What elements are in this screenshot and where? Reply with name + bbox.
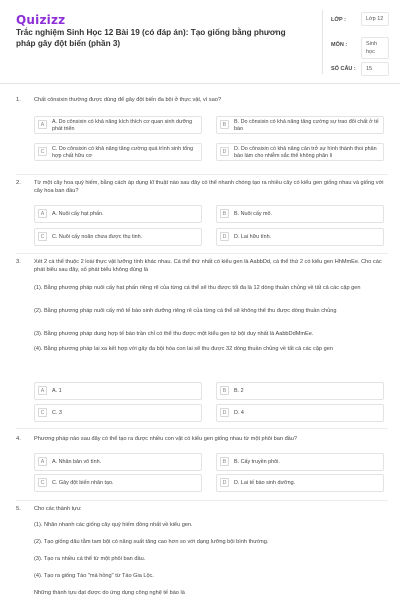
subject-label: MÔN :	[331, 42, 348, 48]
option-b[interactable]	[216, 116, 384, 134]
question-divider	[16, 428, 388, 429]
statement: (4). Bằng phương pháp lai xa kết hợp với gây đa bội hóa con lai sẽ thu được 32 dòng thuần chủng về tất cả các cặp gen	[34, 346, 333, 352]
option-a[interactable]	[34, 382, 202, 400]
question-number: 3.	[16, 259, 21, 265]
question-number: 5.	[16, 506, 21, 512]
option-text: C. Nuôi cấy noãn chưa được thụ tinh.	[52, 234, 143, 240]
statement: (2). Bằng phương pháp nuôi cấy mô tế bào sinh dưỡng riêng rẽ của từng cá thể sẽ không thể thu được dòng thuần chủng	[34, 308, 337, 314]
statement: (1). Nhân nhanh các giống cây quý hiếm đồng nhất về kiểu gen.	[34, 522, 193, 528]
option-text: D. Do cônsixin có khả năng cản trở sự hình thành thoi phân bào làm cho nhiễm sắc thể không phân li	[234, 146, 377, 159]
question-number: 4.	[16, 436, 21, 442]
option-letter: C	[38, 147, 47, 156]
option-c[interactable]	[34, 404, 202, 422]
question-text: Cho các thành tựu:	[34, 506, 82, 512]
meta-divider	[322, 10, 323, 74]
option-letter: C	[38, 408, 47, 417]
option-letter: D	[220, 232, 229, 241]
statement: Những thành tựu đạt được do ứng dụng công nghệ tế bào là	[34, 590, 185, 596]
option-c[interactable]	[34, 228, 202, 246]
option-b[interactable]	[216, 453, 384, 471]
option-letter: A	[38, 386, 47, 395]
option-text: B. Cấy truyền phôi.	[234, 459, 280, 465]
option-letter: D	[220, 478, 229, 487]
option-letter: D	[220, 147, 229, 156]
option-a[interactable]	[34, 116, 202, 134]
option-text: A. Do cônsixin có khả năng kích thích cơ quan sinh dưỡng phát triển	[52, 119, 193, 132]
option-letter: B	[220, 457, 229, 466]
subject-value: Sinh học	[361, 37, 389, 59]
question-divider	[16, 174, 388, 175]
quizizz-logo: Quizizz	[16, 13, 66, 27]
question-text: Xét 2 cá thể thuộc 2 loài thực vật lưỡng tính khác nhau. Cá thể thứ nhất có kiểu gen là AabbDd, cá thể thứ 2 có kiểu gen HhMmEe. Cho các phát biểu sau đây, số phát biểu không đúng là	[34, 259, 382, 273]
option-a[interactable]	[34, 205, 202, 223]
question-4	[16, 436, 388, 494]
option-c[interactable]	[34, 474, 202, 492]
question-divider	[16, 500, 388, 501]
question-2	[16, 180, 388, 248]
statement: (1). Bằng phương pháp nuôi cấy hạt phấn riêng rẽ của từng cá thể sẽ thu được tối đa là 12 dòng thuần chủng về tất cả các cặp gen	[34, 285, 361, 291]
count-value: 15	[361, 62, 389, 76]
option-b[interactable]	[216, 382, 384, 400]
option-a[interactable]	[34, 453, 202, 471]
option-b[interactable]	[216, 205, 384, 223]
option-d[interactable]	[216, 143, 384, 161]
question-text: Phương pháp nào sau đây có thể tạo ra được nhiều con vật có kiểu gen giống nhau từ một phôi ban đầu?	[34, 436, 298, 442]
question-divider	[16, 253, 388, 254]
option-text: A. Nuôi cấy hạt phấn.	[52, 211, 104, 217]
statement: (2). Tạo giống dâu tằm tam bội có năng suất tăng cao hơn so với dạng lưỡng bội bình thường.	[34, 539, 269, 545]
question-number: 2.	[16, 180, 21, 186]
question-text: Từ một cây hoa quý hiếm, bằng cách áp dụng kĩ thuật nào sau đây có thể nhanh chóng tạo ra nhiều cây có kiểu gen giống nhau và giống với cây hoa ban đầu?	[34, 180, 384, 194]
class-label: LỚP :	[331, 17, 346, 23]
option-text: D. Lai hữu tính.	[234, 234, 272, 240]
class-value: Lớp 12	[361, 12, 389, 26]
option-d[interactable]	[216, 474, 384, 492]
option-text: B. Do cônsixin có khả năng tăng cường sự trao đổi chất ở tế bào	[234, 119, 379, 132]
option-text: C. Gây đột biến nhân tạo.	[52, 480, 114, 486]
statement: (4). Tạo ra giống Táo "má hồng" từ Táo Gia Lộc.	[34, 573, 154, 579]
option-letter: D	[220, 408, 229, 417]
worksheet-header	[0, 0, 400, 84]
option-text: D. Lai tế bào sinh dưỡng.	[234, 480, 296, 486]
option-text: A. Nhân bản vô tính.	[52, 459, 102, 465]
option-letter: C	[38, 232, 47, 241]
option-d[interactable]	[216, 228, 384, 246]
count-label: SỐ CÂU :	[331, 66, 356, 72]
option-letter: C	[38, 478, 47, 487]
option-text: C. 3	[52, 410, 62, 416]
option-letter: B	[220, 120, 229, 129]
statement: (3). Tạo ra nhiều cá thể từ một phôi ban đầu.	[34, 556, 146, 562]
option-letter: B	[220, 386, 229, 395]
option-text: D. 4	[234, 410, 244, 416]
option-letter: A	[38, 209, 47, 218]
question-3	[16, 259, 388, 422]
option-letter: B	[220, 209, 229, 218]
option-text: C. Do cônsixin có khả năng tăng cường quá trình sinh tổng hợp chất hữu cơ	[52, 146, 194, 159]
question-5	[16, 506, 388, 600]
question-text: Chất cônsixin thường được dùng để gây đột biến đa bội ở thực vật, vì sao?	[34, 97, 222, 103]
option-letter: A	[38, 120, 47, 129]
page-title: Trắc nghiệm Sinh Học 12 Bài 19 (có đáp án): Tạo giống bằng phương pháp gây đột biến (phần 3)	[16, 28, 286, 48]
option-c[interactable]	[34, 143, 202, 161]
option-text: B. 2	[234, 388, 244, 394]
question-1	[16, 97, 388, 167]
option-text: B. Nuôi cấy mô.	[234, 211, 273, 217]
option-letter: A	[38, 457, 47, 466]
question-number: 1.	[16, 97, 21, 103]
option-d[interactable]	[216, 404, 384, 422]
statement: (3). Bằng phương pháp dung hợp tế bào trần chỉ có thể thu được một kiểu gen tứ bội duy nhất là AabbDdMmEe.	[34, 331, 314, 337]
option-text: A. 1	[52, 388, 62, 394]
